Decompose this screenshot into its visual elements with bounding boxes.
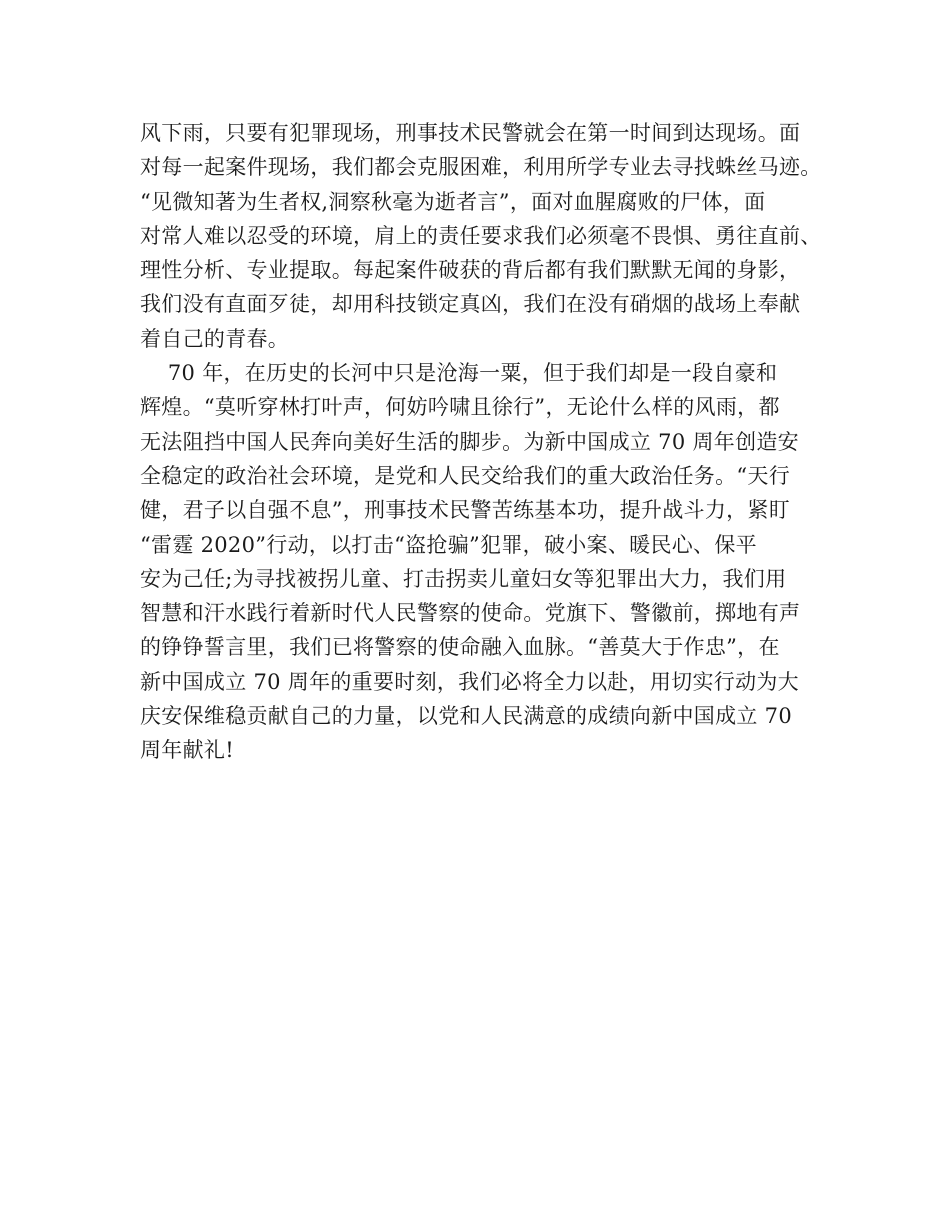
text-line: 健，君子以自强不息”，刑事技术民警苦练基本功，提升战斗力，紧盯	[140, 498, 791, 523]
text-line: “见微知著为生者权,洞察秋毫为逝者言”，面对血腥腐败的尸体，面	[140, 189, 766, 214]
text-line: 70 年，在历史的长河中只是沧海一粟，但于我们却是一段自豪和	[140, 361, 778, 386]
text-line: 智慧和汗水践行着新时代人民警察的使命。党旗下、警徽前，掷地有声	[140, 601, 801, 626]
text-line: 周年献礼!	[140, 738, 234, 763]
text-line: 辉煌。“莫听穿林打叶声，何妨吟啸且徐行”，无论什么样的风雨，都	[140, 395, 780, 420]
text-line: 对常人难以忍受的环境，肩上的责任要求我们必须毫不畏惧、勇往直前、	[140, 223, 822, 248]
text-line: 风下雨，只要有犯罪现场，刑事技术民警就会在第一时间到达现场。面	[140, 121, 801, 145]
text-line: 安为己任;为寻找被拐儿童、打击拐卖儿童妇女等犯罪出大力，我们用	[140, 566, 787, 591]
text-line: 无法阻挡中国人民奔向美好生活的脚步。为新中国成立 70 周年创造安	[140, 429, 799, 454]
text-line: 对每一起案件现场，我们都会克服困难，利用所学专业去寻找蛛丝马迹。	[140, 155, 822, 180]
text-line: “雷霆 2020”行动，以打击“盗抢骗”犯罪，破小案、暖民心、保平	[140, 532, 757, 557]
text-line: 着自己的青春。	[140, 326, 290, 351]
body-text	[140, 116, 830, 768]
text-line: 庆安保维稳贡献自己的力量，以党和人民满意的成绩向新中国成立 70	[140, 704, 792, 729]
text-line: 理性分析、专业提取。每起案件破获的背后都有我们默默无闻的身影，	[140, 258, 801, 283]
text-line: 新中国成立 70 周年的重要时刻，我们必将全力以赴，用切实行动为大	[140, 669, 799, 694]
text-line: 我们没有直面歹徒，却用科技锁定真凶，我们在没有硝烟的战场上奉献	[140, 292, 801, 317]
text-line: 全稳定的政治社会环境，是党和人民交给我们的重大政治任务。“天行	[140, 463, 791, 488]
text-line: 的铮铮誓言里，我们已将警察的使命融入血脉。“善莫大于作忠”，在	[140, 635, 780, 660]
